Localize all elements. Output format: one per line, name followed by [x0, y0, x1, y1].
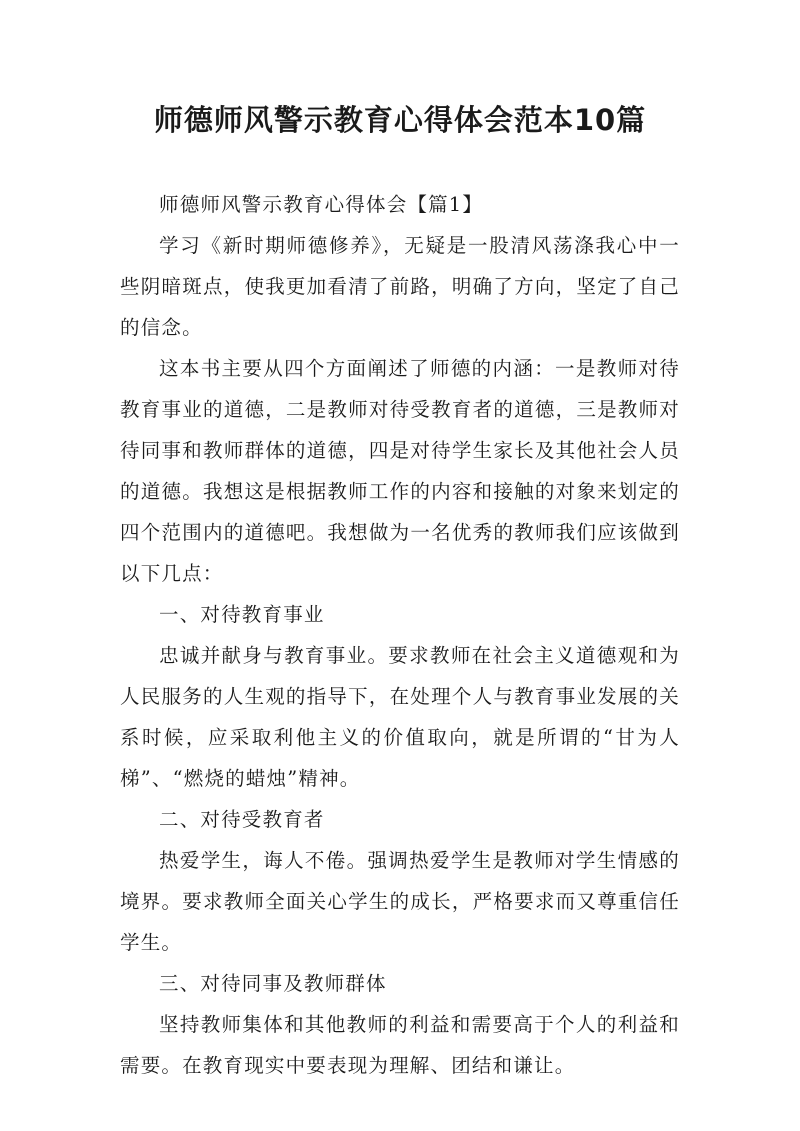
document-body: [120, 184, 680, 1086]
body-paragraph: 学习《新时期师德修养》，无疑是一股清风荡涤我心中一些阴暗斑点，使我更加看清了前路，明确了方向，坚定了自己的信念。: [120, 234, 680, 339]
body-paragraph: 热爱学生，诲人不倦。强调热爱学生是教师对学生情感的境界。要求教师全面关心学生的成长，严格要求而又尊重信任学生。: [120, 849, 680, 954]
document-title: 师德师风警示教育心得体会范本10篇: [153, 103, 647, 137]
body-paragraph: 忠诚并献身与教育事业。要求教师在社会主义道德观和为人民服务的人生观的指导下，在处理个人与教育事业发展的关系时候，应采取利他主义的价值取向，就是所谓的“甘为人梯”、“燃烧的蜡烛”精神。: [120, 644, 680, 790]
body-paragraph: 坚持教师集体和其他教师的利益和需要高于个人的利益和需要。在教育现实中要表现为理解、团结和谦让。: [120, 1013, 680, 1077]
subheading-education-career: 一、对待教育事业: [159, 603, 325, 626]
body-paragraph: 这本书主要从四个方面阐述了师德的内涵：一是教师对待教育事业的道德，二是教师对待受教育者的道德，三是教师对待同事和教师群体的道德，四是对待学生家长及其他社会人员的道德。我想这是根据教师工作的内容和接触的对象来划定的四个范围内的道德吧。我想做为一名优秀的教师我们应该做到以下几点：: [120, 357, 680, 585]
section-heading-part-1: 师德师风警示教育心得体会【篇1】: [159, 193, 484, 216]
subheading-students: 二、对待受教育者: [159, 808, 325, 831]
subheading-colleagues: 三、对待同事及教师群体: [159, 972, 387, 995]
